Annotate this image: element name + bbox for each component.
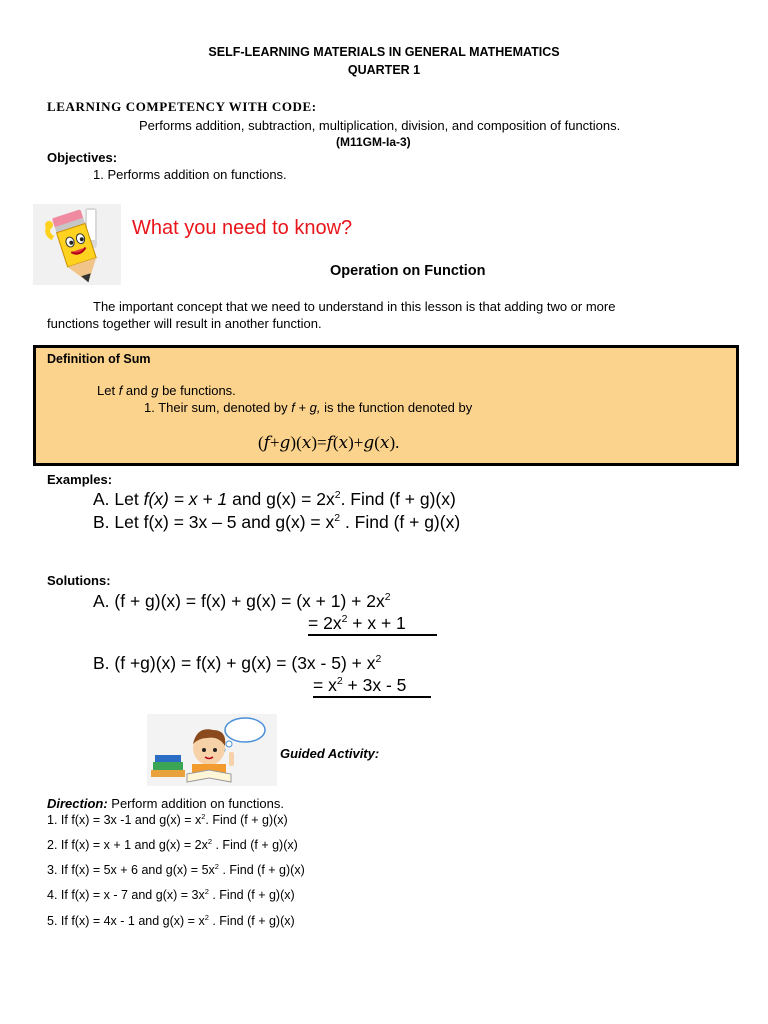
quarter-label: QUARTER 1: [347, 63, 421, 77]
activity-item-2-text: 2. If f(x) = x + 1 and g(x) = 2x: [47, 838, 208, 852]
example-b-text: B. Let f(x) = 3x – 5 and g(x) = x: [93, 512, 335, 532]
activity-item-2: [47, 838, 298, 852]
intro-line-2: functions together will result in another function.: [47, 316, 322, 331]
direction-label: Direction:: [47, 796, 108, 811]
example-b-find: . Find (f + g)(x): [340, 512, 461, 532]
definition-title: Definition of Sum: [47, 352, 151, 366]
f-symbol: f: [118, 383, 123, 398]
activity-item-5-text: 5. If f(x) = 4x - 1 and g(x) = x: [47, 914, 205, 928]
solution-a-exponent: 2: [384, 591, 391, 604]
activity-item-5-exponent: 2: [204, 912, 209, 922]
pencil-mascot-icon: [33, 204, 121, 285]
activity-item-1-exponent: 2: [201, 811, 206, 821]
activity-item-4-text: 4. If f(x) = x - 7 and g(x) = 3x: [47, 888, 205, 902]
solution-a-result-exponent: 2: [341, 613, 348, 626]
example-a-gx: and g(x) = 2x: [227, 489, 335, 509]
solutions-label: Solutions:: [47, 573, 111, 588]
definition-let: [97, 383, 236, 398]
activity-item-3: [47, 863, 305, 877]
document-title: SELF-LEARNING MATERIALS IN GENERAL MATHEMATICS: [208, 45, 560, 59]
reading-child-image: [147, 714, 277, 786]
guided-activity-label: Guided Activity:: [280, 746, 380, 761]
sum-suffix: is the function denoted by: [320, 400, 473, 415]
activity-item-2-find: . Find (f + g)(x): [212, 838, 298, 852]
activity-item-4-exponent: 2: [204, 886, 209, 896]
solution-b-result-exponent: 2: [336, 675, 343, 688]
competency-text: Performs addition, subtraction, multiplication, division, and composition of functions.: [139, 118, 621, 133]
example-a-prefix: A. Let: [93, 489, 144, 509]
intro-line-1: The important concept that we need to understand in this lesson is that adding two or more: [93, 299, 616, 314]
solution-b-text: B. (f +g)(x) = f(x) + g(x) = (3x - 5) + x: [93, 653, 376, 673]
activity-item-2-exponent: 2: [207, 836, 213, 846]
topic-title: Operation on Function: [330, 263, 486, 279]
examples-label: Examples:: [47, 472, 113, 487]
activity-item-3-find: . Find (f + g)(x): [218, 863, 305, 877]
solution-b-exponent: 2: [375, 653, 382, 666]
solution-a-line-1: [93, 591, 391, 612]
solution-b-result: = x: [313, 675, 337, 695]
example-b-exponent: 2: [334, 512, 341, 525]
example-b: [93, 512, 460, 533]
solution-a-result: = 2x: [308, 613, 342, 633]
activity-item-1-find: . Find (f + g)(x): [205, 813, 288, 827]
activity-item-5-find: . Find (f + g)(x): [208, 914, 295, 928]
let-prefix: Let: [97, 383, 119, 398]
g-symbol: g: [151, 383, 159, 398]
be-functions-text: be functions.: [158, 383, 236, 398]
example-a: [93, 489, 456, 510]
sum-prefix: 1. Their sum, denoted by: [144, 400, 292, 415]
example-a-exponent: 2: [334, 489, 341, 502]
sum-formula: (𝑓+𝑔)(𝑥)=𝑓(𝑥)+𝑔(𝑥).: [258, 433, 400, 452]
solution-a-text: A. (f + g)(x) = f(x) + g(x) = (x + 1) + 2x: [93, 591, 385, 611]
solution-a-result-tail: + x + 1: [347, 613, 406, 633]
competency-label: LEARNING COMPETENCY WITH CODE:: [47, 99, 317, 114]
activity-item-3-text: 3. If f(x) = 5x + 6 and g(x) = 5x: [47, 863, 215, 877]
direction-text: Perform addition on functions.: [107, 796, 284, 811]
activity-item-3-exponent: 2: [214, 861, 219, 871]
solution-a-line-2: [308, 613, 437, 636]
solution-b-result-tail: + 3x - 5: [342, 675, 407, 695]
activity-item-4: [47, 888, 295, 902]
reading-child-icon: [147, 714, 277, 786]
pencil-mascot-image: [33, 204, 121, 285]
definition-sum: [144, 400, 472, 415]
example-a-fx: f(x) = x + 1: [143, 489, 228, 509]
solution-b-line-1: [93, 653, 381, 674]
activity-item-1: [47, 813, 288, 827]
section-heading: What you need to know?: [132, 217, 353, 239]
direction-line: [47, 796, 284, 811]
objective-item: 1. Performs addition on functions.: [93, 167, 287, 182]
activity-item-1-text: 1. If f(x) = 3x -1 and g(x) = x: [47, 813, 202, 827]
example-a-find: . Find (f + g)(x): [340, 489, 456, 509]
solution-b-line-2: [313, 675, 431, 698]
activity-item-5: [47, 914, 295, 928]
and-text: and: [122, 383, 152, 398]
activity-item-4-find: . Find (f + g)(x): [208, 888, 295, 902]
f-plus-g: f + g,: [291, 400, 321, 415]
definition-box: [33, 345, 739, 466]
objectives-label: Objectives:: [47, 150, 118, 165]
competency-code: (M11GM-Ia-3): [336, 135, 411, 149]
